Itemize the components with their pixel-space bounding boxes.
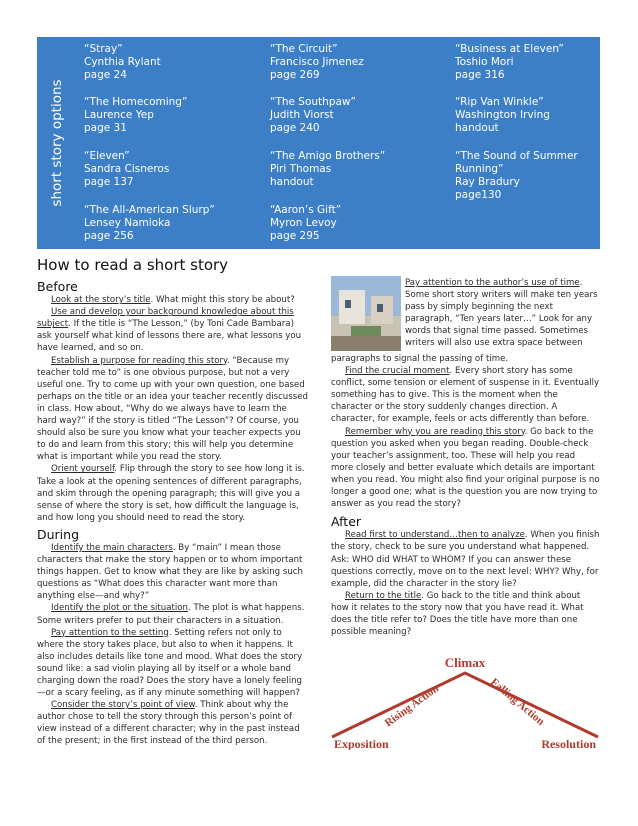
story-entry: “The Southpaw” Judith Viorst page 240 xyxy=(270,96,356,134)
paragraph: Return to the title. Go back to the title and think about how it relates to the story now that you have read it. What does the title refer to? Does the title have more than one possible meaning? xyxy=(331,590,584,638)
right-column xyxy=(331,353,600,638)
before-heading: Before xyxy=(37,279,78,294)
story-entry: “The Homecoming” Laurence Yep page 31 xyxy=(84,96,188,134)
paragraph: Look at the story’s title. What might this story be about? xyxy=(51,295,295,306)
story-entry: “The Circuit” Francisco Jimenez page 269 xyxy=(270,43,364,81)
vertical-label: short story options xyxy=(49,79,65,207)
paragraph: paragraphs to signal the passing of time. xyxy=(331,354,509,364)
left-column xyxy=(37,278,309,748)
story-entry: “The Amigo Brothers” Piri Thomas handout xyxy=(270,150,386,188)
paragraph: Identify the main characters. By “main” I mean those characters that make the story happen or to whom important things happen. Get to know what they are like by asking such questions as “What does this character want more than anything else—and why?” xyxy=(37,542,303,602)
paragraph: Use and develop your background knowledge about this subject. If the title is “The Lesson,” (by Toni Cade Bambara) ask yourself what kind of lessons there are, what lessons you have learned, and so on. xyxy=(37,307,302,354)
story-entry: “Stray” Cynthia Rylant page 24 xyxy=(84,43,161,81)
story-photo xyxy=(331,276,401,351)
story-entry: “Business at Eleven” Toshio Mori page 316 xyxy=(455,43,564,81)
during-heading: During xyxy=(37,526,80,542)
paragraph: Find the crucial moment. Every short story has some conflict, some tension or element of suspense in it. Eventually something has to give. This is the moment when the character or the story suddenly changes direction. A character, for example, feels or acts differently than before. xyxy=(331,366,600,425)
rising-label: Rising Action xyxy=(382,682,441,730)
page-title: How to read a short story xyxy=(37,256,229,274)
paragraph: Orient yourself. Flip through the story to see how long it is. Take a look at the opening sentences of different paragraphs, and skim through the opening paragraph; this will give you a sense of where the story is set, how difficult the language is, and how long you should need to read the story. xyxy=(37,464,305,523)
falling-label: Falling Action xyxy=(488,676,547,728)
story-entry: “The Sound of Summer Running” Ray Bradury page130 xyxy=(455,150,578,201)
plot-line xyxy=(332,673,598,737)
paragraph: Identify the plot or the situation. The plot is what happens. Some writers prefer to put their characters in a situation. xyxy=(37,603,305,626)
paragraph: Read first to understand…then to analyze. When you finish the story, check to be sure you understand what happened. Ask: WHO did WHAT to WHOM? If you can answer these questions correctly, move on to the next level: WHY? Why, for example, did the character in the story lie? xyxy=(331,530,600,589)
paragraph: Consider the story’s point of view. Think about why the author chose to tell the story through this person’s point of view instead of a different character; why in the past instead of the present; in the first instead of the third person. xyxy=(37,700,300,747)
right-intro xyxy=(405,277,599,350)
story-entry: “The All-American Slurp” Lensey Namioka page 256 xyxy=(84,204,215,242)
plot-diagram xyxy=(330,655,600,750)
paragraph: Remember why you are reading this story. Go back to the question you asked when you began reading. Double-check your teacher’s assignment, too. These will help you read more closely and better evaluate which details are important when you read. You might also find your original purpose is no longer a good one; what is the question you are now trying to answer as you read the story? xyxy=(331,426,600,510)
paragraph: Pay attention to the author’s use of time. Some short story writers will make ten years pass by simply beginning the next paragraph, “Ten years later…” Look for any words that signal time passed. Sometimes writers will also use extra space between xyxy=(405,278,598,349)
climax-label: Climax xyxy=(444,655,486,670)
exposition-label: Exposition xyxy=(334,737,389,750)
paragraph: Establish a purpose for reading this story. “Because my teacher told me to” is one obvious purpose, but not a very useful one. Try to come up with your own question, one based perhaps on the title or an idea your teacher recently discussed in class. How about, “Why do we always have to learn the hard way?” if the story is titled “The Lesson”? Of course, you should also be sure you know what your teacher expects you to do and learn from this story; this will help you determine what is important while you read the story. xyxy=(37,355,308,463)
resolution-label: Resolution xyxy=(541,737,596,750)
story-options-banner xyxy=(37,37,600,249)
paragraph: Pay attention to the setting. Setting refers not only to where the story takes place, but also to when it happens. It also includes details like tone and mood. What does the story sound like: a sad violin playing all by itself or a whole band charging down the road? Does the story have a lonely feeling —or a scary feeling, as if any minute something will happen? xyxy=(37,627,303,699)
story-entry: “Eleven” Sandra Cisneros page 137 xyxy=(84,150,170,188)
story-entry: “Rip Van Winkle” Washington Irving handout xyxy=(455,96,550,134)
story-entry: “Aaron’s Gift” Myron Levoy page 295 xyxy=(270,204,342,242)
after-heading: After xyxy=(331,514,362,530)
